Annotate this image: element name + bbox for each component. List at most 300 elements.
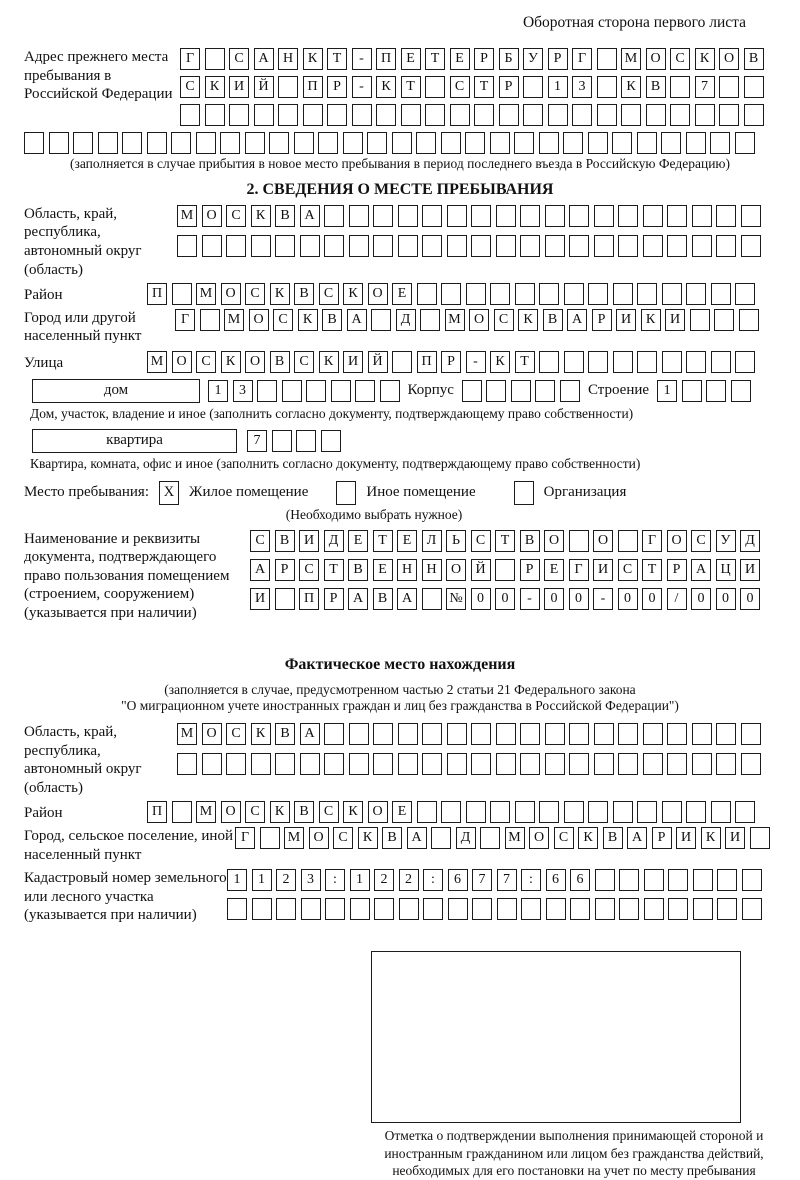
char-box[interactable]: К bbox=[251, 205, 271, 227]
char-box[interactable]: К bbox=[621, 76, 641, 98]
char-box[interactable] bbox=[515, 801, 535, 823]
char-box[interactable] bbox=[710, 132, 730, 154]
char-box[interactable]: Р bbox=[548, 48, 568, 70]
char-box[interactable]: О bbox=[544, 530, 564, 552]
char-box[interactable]: Е bbox=[392, 283, 412, 305]
char-box[interactable] bbox=[711, 351, 731, 373]
stay-type-checkbox-other[interactable] bbox=[336, 481, 356, 505]
char-box[interactable] bbox=[401, 104, 421, 126]
char-box[interactable] bbox=[462, 380, 482, 402]
char-box[interactable] bbox=[73, 132, 93, 154]
char-box[interactable]: К bbox=[376, 76, 396, 98]
char-box[interactable]: 0 bbox=[544, 588, 564, 610]
char-box[interactable] bbox=[350, 898, 370, 920]
char-box[interactable] bbox=[539, 351, 559, 373]
char-box[interactable]: О bbox=[309, 827, 329, 849]
char-box[interactable] bbox=[662, 351, 682, 373]
char-box[interactable]: С bbox=[180, 76, 200, 98]
char-box[interactable]: О bbox=[249, 309, 269, 331]
char-box[interactable] bbox=[514, 132, 534, 154]
char-box[interactable] bbox=[431, 827, 451, 849]
char-box[interactable] bbox=[621, 104, 641, 126]
char-box[interactable] bbox=[349, 723, 369, 745]
char-box[interactable] bbox=[572, 104, 592, 126]
char-box[interactable] bbox=[497, 898, 517, 920]
char-box[interactable] bbox=[303, 104, 323, 126]
char-box[interactable] bbox=[471, 753, 491, 775]
char-box[interactable]: К bbox=[270, 283, 290, 305]
char-box[interactable]: К bbox=[205, 76, 225, 98]
char-box[interactable]: О bbox=[469, 309, 489, 331]
char-box[interactable] bbox=[667, 205, 687, 227]
char-box[interactable] bbox=[662, 801, 682, 823]
char-box[interactable]: Д bbox=[740, 530, 760, 552]
char-box[interactable] bbox=[619, 869, 639, 891]
char-box[interactable] bbox=[594, 235, 614, 257]
char-box[interactable] bbox=[318, 132, 338, 154]
char-box[interactable] bbox=[252, 898, 272, 920]
char-box[interactable] bbox=[741, 723, 761, 745]
char-box[interactable] bbox=[670, 76, 690, 98]
char-box[interactable]: В bbox=[275, 723, 295, 745]
char-box[interactable]: А bbox=[397, 588, 417, 610]
char-box[interactable] bbox=[490, 801, 510, 823]
char-box[interactable]: 0 bbox=[642, 588, 662, 610]
char-box[interactable]: О bbox=[202, 205, 222, 227]
char-box[interactable]: Т bbox=[327, 48, 347, 70]
char-box[interactable]: В bbox=[294, 283, 314, 305]
char-box[interactable] bbox=[637, 132, 657, 154]
char-box[interactable]: К bbox=[270, 801, 290, 823]
char-box[interactable] bbox=[546, 898, 566, 920]
char-box[interactable]: Р bbox=[324, 588, 344, 610]
char-box[interactable] bbox=[496, 753, 516, 775]
char-box[interactable]: М bbox=[224, 309, 244, 331]
char-box[interactable]: - bbox=[593, 588, 613, 610]
char-box[interactable] bbox=[545, 235, 565, 257]
char-box[interactable] bbox=[331, 380, 351, 402]
char-box[interactable] bbox=[202, 753, 222, 775]
char-box[interactable] bbox=[644, 869, 664, 891]
char-box[interactable] bbox=[686, 801, 706, 823]
char-box[interactable]: К bbox=[298, 309, 318, 331]
char-box[interactable] bbox=[637, 801, 657, 823]
char-box[interactable] bbox=[711, 283, 731, 305]
char-box[interactable] bbox=[594, 205, 614, 227]
char-box[interactable]: 1 bbox=[208, 380, 228, 402]
char-box[interactable] bbox=[618, 205, 638, 227]
char-box[interactable] bbox=[618, 753, 638, 775]
char-box[interactable]: Б bbox=[499, 48, 519, 70]
char-box[interactable] bbox=[520, 723, 540, 745]
char-box[interactable] bbox=[374, 898, 394, 920]
char-box[interactable]: К bbox=[641, 309, 661, 331]
char-box[interactable] bbox=[595, 898, 615, 920]
char-box[interactable]: С bbox=[691, 530, 711, 552]
char-box[interactable]: В bbox=[322, 309, 342, 331]
char-box[interactable] bbox=[739, 309, 759, 331]
char-box[interactable] bbox=[618, 235, 638, 257]
char-box[interactable] bbox=[643, 205, 663, 227]
char-box[interactable] bbox=[667, 235, 687, 257]
char-box[interactable]: К bbox=[221, 351, 241, 373]
char-box[interactable]: - bbox=[466, 351, 486, 373]
char-box[interactable] bbox=[450, 104, 470, 126]
char-box[interactable]: 0 bbox=[716, 588, 736, 610]
char-box[interactable] bbox=[661, 132, 681, 154]
char-box[interactable]: Д bbox=[324, 530, 344, 552]
char-box[interactable]: Т bbox=[474, 76, 494, 98]
char-box[interactable] bbox=[644, 898, 664, 920]
char-box[interactable]: М bbox=[177, 205, 197, 227]
char-box[interactable] bbox=[343, 132, 363, 154]
char-box[interactable] bbox=[306, 380, 326, 402]
char-box[interactable]: 1 bbox=[227, 869, 247, 891]
char-box[interactable] bbox=[172, 283, 192, 305]
char-box[interactable] bbox=[275, 753, 295, 775]
char-box[interactable] bbox=[569, 530, 589, 552]
char-box[interactable]: В bbox=[646, 76, 666, 98]
char-box[interactable] bbox=[300, 753, 320, 775]
char-box[interactable] bbox=[276, 898, 296, 920]
char-box[interactable] bbox=[245, 132, 265, 154]
char-box[interactable] bbox=[520, 753, 540, 775]
char-box[interactable] bbox=[349, 753, 369, 775]
char-box[interactable] bbox=[613, 283, 633, 305]
char-box[interactable]: Т bbox=[642, 559, 662, 581]
char-box[interactable]: И bbox=[616, 309, 636, 331]
char-box[interactable] bbox=[205, 48, 225, 70]
char-box[interactable] bbox=[324, 235, 344, 257]
char-box[interactable] bbox=[325, 898, 345, 920]
char-box[interactable] bbox=[539, 283, 559, 305]
char-box[interactable] bbox=[417, 801, 437, 823]
char-box[interactable] bbox=[373, 723, 393, 745]
char-box[interactable]: Ц bbox=[716, 559, 736, 581]
char-box[interactable]: 1 bbox=[548, 76, 568, 98]
char-box[interactable]: С bbox=[226, 205, 246, 227]
char-box[interactable]: Е bbox=[397, 530, 417, 552]
char-box[interactable] bbox=[392, 351, 412, 373]
char-box[interactable]: А bbox=[347, 309, 367, 331]
char-box[interactable] bbox=[422, 205, 442, 227]
char-box[interactable] bbox=[643, 753, 663, 775]
char-box[interactable]: В bbox=[382, 827, 402, 849]
char-box[interactable]: С bbox=[250, 530, 270, 552]
char-box[interactable]: К bbox=[343, 801, 363, 823]
char-box[interactable] bbox=[711, 801, 731, 823]
char-box[interactable] bbox=[545, 723, 565, 745]
char-box[interactable]: В bbox=[348, 559, 368, 581]
char-box[interactable]: Р bbox=[499, 76, 519, 98]
char-box[interactable]: И bbox=[725, 827, 745, 849]
char-box[interactable] bbox=[471, 723, 491, 745]
char-box[interactable] bbox=[441, 283, 461, 305]
char-box[interactable] bbox=[202, 235, 222, 257]
char-box[interactable] bbox=[324, 723, 344, 745]
char-box[interactable] bbox=[398, 235, 418, 257]
char-box[interactable]: А bbox=[300, 205, 320, 227]
char-box[interactable]: В bbox=[744, 48, 764, 70]
char-box[interactable] bbox=[523, 104, 543, 126]
char-box[interactable] bbox=[597, 48, 617, 70]
char-box[interactable] bbox=[466, 801, 486, 823]
char-box[interactable] bbox=[706, 380, 726, 402]
char-box[interactable] bbox=[398, 205, 418, 227]
char-box[interactable] bbox=[716, 205, 736, 227]
char-box[interactable]: И bbox=[250, 588, 270, 610]
char-box[interactable] bbox=[588, 132, 608, 154]
char-box[interactable]: О bbox=[221, 801, 241, 823]
char-box[interactable] bbox=[495, 559, 515, 581]
char-box[interactable]: К bbox=[343, 283, 363, 305]
char-box[interactable] bbox=[618, 723, 638, 745]
char-box[interactable]: 0 bbox=[618, 588, 638, 610]
char-box[interactable]: О bbox=[593, 530, 613, 552]
char-box[interactable] bbox=[447, 753, 467, 775]
char-box[interactable]: О bbox=[719, 48, 739, 70]
char-box[interactable] bbox=[588, 283, 608, 305]
char-box[interactable] bbox=[172, 801, 192, 823]
char-box[interactable] bbox=[226, 753, 246, 775]
char-box[interactable]: С bbox=[494, 309, 514, 331]
char-box[interactable]: О bbox=[667, 530, 687, 552]
char-box[interactable] bbox=[545, 753, 565, 775]
char-box[interactable]: Т bbox=[373, 530, 393, 552]
char-box[interactable] bbox=[744, 76, 764, 98]
char-box[interactable]: 2 bbox=[276, 869, 296, 891]
char-box[interactable]: 2 bbox=[399, 869, 419, 891]
char-box[interactable]: Р bbox=[667, 559, 687, 581]
char-box[interactable]: 6 bbox=[546, 869, 566, 891]
char-box[interactable] bbox=[588, 801, 608, 823]
char-box[interactable] bbox=[735, 351, 755, 373]
char-box[interactable] bbox=[742, 869, 762, 891]
char-box[interactable] bbox=[425, 104, 445, 126]
char-box[interactable] bbox=[423, 898, 443, 920]
char-box[interactable] bbox=[399, 898, 419, 920]
char-box[interactable]: : bbox=[325, 869, 345, 891]
char-box[interactable]: С bbox=[450, 76, 470, 98]
char-box[interactable]: : bbox=[423, 869, 443, 891]
char-box[interactable] bbox=[741, 753, 761, 775]
char-box[interactable]: С bbox=[245, 801, 265, 823]
char-box[interactable]: № bbox=[446, 588, 466, 610]
char-box[interactable] bbox=[523, 76, 543, 98]
char-box[interactable] bbox=[301, 898, 321, 920]
char-box[interactable]: С bbox=[226, 723, 246, 745]
char-box[interactable] bbox=[564, 283, 584, 305]
char-box[interactable] bbox=[682, 380, 702, 402]
char-box[interactable] bbox=[352, 104, 372, 126]
char-box[interactable]: Н bbox=[278, 48, 298, 70]
char-box[interactable] bbox=[278, 76, 298, 98]
char-box[interactable]: - bbox=[520, 588, 540, 610]
char-box[interactable]: А bbox=[300, 723, 320, 745]
char-box[interactable] bbox=[205, 104, 225, 126]
char-box[interactable]: С bbox=[471, 530, 491, 552]
char-box[interactable]: С bbox=[229, 48, 249, 70]
char-box[interactable]: Й bbox=[471, 559, 491, 581]
char-box[interactable]: Т bbox=[515, 351, 535, 373]
char-box[interactable]: П bbox=[303, 76, 323, 98]
char-box[interactable] bbox=[520, 235, 540, 257]
char-box[interactable]: П bbox=[299, 588, 319, 610]
char-box[interactable]: В bbox=[603, 827, 623, 849]
char-box[interactable] bbox=[122, 132, 142, 154]
char-box[interactable]: В bbox=[543, 309, 563, 331]
char-box[interactable]: И bbox=[343, 351, 363, 373]
char-box[interactable] bbox=[668, 898, 688, 920]
char-box[interactable]: М bbox=[445, 309, 465, 331]
char-box[interactable]: С bbox=[618, 559, 638, 581]
char-box[interactable]: О bbox=[646, 48, 666, 70]
char-box[interactable] bbox=[569, 235, 589, 257]
char-box[interactable] bbox=[466, 283, 486, 305]
char-box[interactable] bbox=[750, 827, 770, 849]
char-box[interactable] bbox=[441, 801, 461, 823]
char-box[interactable]: 3 bbox=[233, 380, 253, 402]
char-box[interactable]: 7 bbox=[695, 76, 715, 98]
char-box[interactable]: О bbox=[202, 723, 222, 745]
char-box[interactable]: Р bbox=[441, 351, 461, 373]
char-box[interactable]: Р bbox=[652, 827, 672, 849]
char-box[interactable] bbox=[416, 132, 436, 154]
char-box[interactable] bbox=[716, 723, 736, 745]
char-box[interactable] bbox=[272, 430, 292, 452]
apartment-type-box[interactable]: квартира bbox=[32, 429, 237, 453]
stay-type-checkbox-organization[interactable] bbox=[514, 481, 534, 505]
char-box[interactable] bbox=[474, 104, 494, 126]
char-box[interactable] bbox=[735, 132, 755, 154]
char-box[interactable] bbox=[251, 235, 271, 257]
char-box[interactable] bbox=[486, 380, 506, 402]
char-box[interactable]: К bbox=[518, 309, 538, 331]
char-box[interactable]: Е bbox=[401, 48, 421, 70]
char-box[interactable]: 3 bbox=[301, 869, 321, 891]
char-box[interactable] bbox=[147, 132, 167, 154]
char-box[interactable]: А bbox=[348, 588, 368, 610]
char-box[interactable] bbox=[717, 869, 737, 891]
char-box[interactable] bbox=[690, 309, 710, 331]
char-box[interactable] bbox=[716, 235, 736, 257]
char-box[interactable] bbox=[422, 723, 442, 745]
char-box[interactable] bbox=[496, 723, 516, 745]
char-box[interactable]: С bbox=[245, 283, 265, 305]
char-box[interactable] bbox=[447, 723, 467, 745]
char-box[interactable] bbox=[564, 801, 584, 823]
char-box[interactable]: О bbox=[529, 827, 549, 849]
char-box[interactable]: Г bbox=[175, 309, 195, 331]
char-box[interactable]: - bbox=[352, 76, 372, 98]
char-box[interactable]: А bbox=[407, 827, 427, 849]
char-box[interactable]: 0 bbox=[740, 588, 760, 610]
char-box[interactable] bbox=[741, 205, 761, 227]
char-box[interactable]: Н bbox=[422, 559, 442, 581]
char-box[interactable] bbox=[257, 380, 277, 402]
char-box[interactable] bbox=[692, 205, 712, 227]
char-box[interactable]: 2 bbox=[374, 869, 394, 891]
char-box[interactable] bbox=[49, 132, 69, 154]
char-box[interactable]: 0 bbox=[495, 588, 515, 610]
char-box[interactable]: И bbox=[229, 76, 249, 98]
char-box[interactable] bbox=[569, 723, 589, 745]
char-box[interactable]: С bbox=[333, 827, 353, 849]
char-box[interactable] bbox=[392, 132, 412, 154]
char-box[interactable] bbox=[260, 827, 280, 849]
char-box[interactable]: В bbox=[294, 801, 314, 823]
char-box[interactable] bbox=[376, 104, 396, 126]
char-box[interactable]: - bbox=[352, 48, 372, 70]
char-box[interactable] bbox=[490, 132, 510, 154]
char-box[interactable] bbox=[742, 898, 762, 920]
char-box[interactable]: К bbox=[695, 48, 715, 70]
char-box[interactable] bbox=[741, 235, 761, 257]
char-box[interactable]: С bbox=[554, 827, 574, 849]
char-box[interactable] bbox=[686, 132, 706, 154]
char-box[interactable]: И bbox=[299, 530, 319, 552]
char-box[interactable]: Г bbox=[235, 827, 255, 849]
char-box[interactable]: К bbox=[303, 48, 323, 70]
char-box[interactable]: У bbox=[523, 48, 543, 70]
char-box[interactable]: К bbox=[490, 351, 510, 373]
char-box[interactable] bbox=[521, 898, 541, 920]
char-box[interactable] bbox=[499, 104, 519, 126]
char-box[interactable] bbox=[177, 235, 197, 257]
char-box[interactable]: С bbox=[319, 801, 339, 823]
char-box[interactable]: Й bbox=[254, 76, 274, 98]
char-box[interactable] bbox=[496, 235, 516, 257]
char-box[interactable]: 7 bbox=[247, 430, 267, 452]
char-box[interactable]: А bbox=[250, 559, 270, 581]
char-box[interactable]: О bbox=[245, 351, 265, 373]
char-box[interactable] bbox=[229, 104, 249, 126]
char-box[interactable] bbox=[422, 588, 442, 610]
char-box[interactable] bbox=[595, 869, 615, 891]
char-box[interactable] bbox=[548, 104, 568, 126]
char-box[interactable] bbox=[619, 898, 639, 920]
char-box[interactable] bbox=[282, 380, 302, 402]
char-box[interactable] bbox=[349, 235, 369, 257]
char-box[interactable] bbox=[275, 235, 295, 257]
char-box[interactable] bbox=[637, 283, 657, 305]
char-box[interactable] bbox=[515, 283, 535, 305]
char-box[interactable] bbox=[717, 898, 737, 920]
char-box[interactable] bbox=[693, 898, 713, 920]
char-box[interactable] bbox=[670, 104, 690, 126]
char-box[interactable] bbox=[735, 801, 755, 823]
char-box[interactable]: 1 bbox=[657, 380, 677, 402]
house-type-box[interactable]: дом bbox=[32, 379, 200, 403]
char-box[interactable]: И bbox=[676, 827, 696, 849]
char-box[interactable] bbox=[560, 380, 580, 402]
char-box[interactable] bbox=[643, 723, 663, 745]
char-box[interactable] bbox=[692, 235, 712, 257]
char-box[interactable] bbox=[327, 104, 347, 126]
char-box[interactable]: И bbox=[740, 559, 760, 581]
char-box[interactable]: Е bbox=[348, 530, 368, 552]
char-box[interactable]: С bbox=[319, 283, 339, 305]
char-box[interactable] bbox=[686, 351, 706, 373]
char-box[interactable]: 1 bbox=[252, 869, 272, 891]
char-box[interactable] bbox=[693, 869, 713, 891]
char-box[interactable]: Т bbox=[401, 76, 421, 98]
char-box[interactable]: М bbox=[196, 283, 216, 305]
char-box[interactable] bbox=[349, 205, 369, 227]
char-box[interactable] bbox=[520, 205, 540, 227]
char-box[interactable] bbox=[471, 235, 491, 257]
char-box[interactable] bbox=[321, 430, 341, 452]
